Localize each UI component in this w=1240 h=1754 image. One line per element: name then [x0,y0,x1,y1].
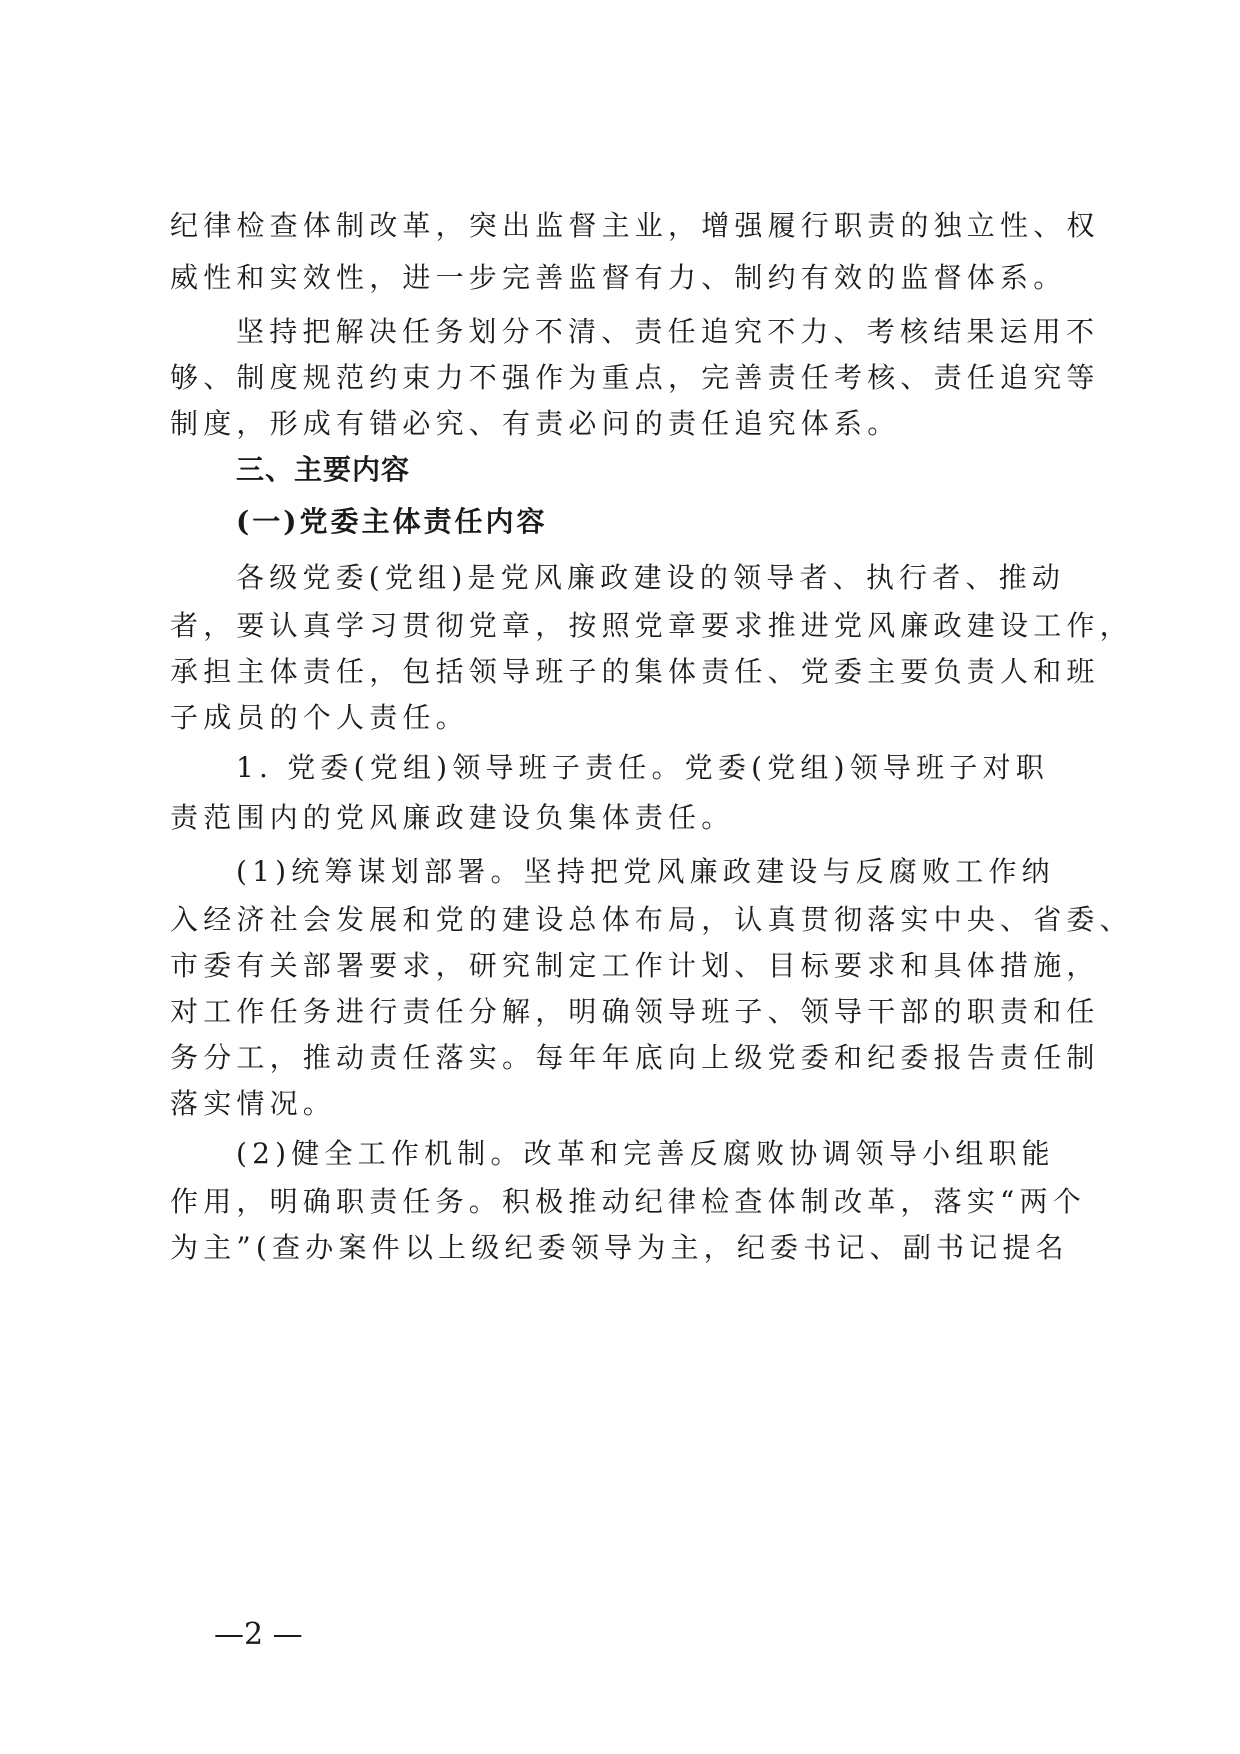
body-line: 承担主体责任，包括领导班子的集体责任、党委主要负责人和班 [170,655,1100,688]
page-number: —2 — [214,1617,303,1652]
body-line: 落实情况。 [170,1087,337,1120]
body-line: 制度，形成有错必究、有责必问的责任追究体系。 [170,407,901,440]
paragraph-first-line: 各级党委(党组)是党风廉政建设的领导者、执行者、推动 [236,561,1066,594]
paragraph-first-line: 1. 党委(党组)领导班子责任。党委(党组)领导班子对职 [236,751,1049,784]
paragraph-first-line: (2)健全工作机制。改革和完善反腐败协调领导小组职能 [236,1137,1055,1170]
body-line: 子成员的个人责任。 [170,701,469,734]
paragraph-first-line: (1)统筹谋划部署。坚持把党风廉政建设与反腐败工作纳 [236,855,1055,888]
body-line: 市委有关部署要求，研究制定工作计划、目标要求和具体措施， [170,949,1100,982]
body-line: 对工作任务进行责任分解，明确领导班子、领导干部的职责和任 [170,995,1100,1028]
body-line: 为主”(查办案件以上级纪委领导为主，纪委书记、副书记提名 [170,1231,1069,1264]
body-line: 纪律检查体制改革，突出监督主业，增强履行职责的独立性、权 [170,209,1100,242]
body-line: 者，要认真学习贯彻党章，按照党章要求推进党风廉政建设工作， [170,609,1133,642]
body-line: 入经济社会发展和党的建设总体布局，认真贯彻落实中央、省委、 [170,903,1133,936]
body-line: 够、制度规范约束力不强作为重点，完善责任考核、责任追究等 [170,361,1100,394]
body-line: 责范围内的党风廉政建设负集体责任。 [170,801,735,834]
paragraph-first-line: 坚持把解决任务划分不清、责任追究不力、考核结果运用不 [236,315,1100,348]
body-line: 务分工，推动责任落实。每年年底向上级党委和纪委报告责任制 [170,1041,1100,1074]
subsection-heading: (一)党委主体责任内容 [236,505,548,538]
body-line: 威性和实效性，进一步完善监督有力、制约有效的监督体系。 [170,261,1067,294]
body-line: 作用，明确职责任务。积极推动纪律检查体制改革，落实“两个 [170,1185,1086,1218]
section-heading: 三、主要内容 [236,453,411,486]
